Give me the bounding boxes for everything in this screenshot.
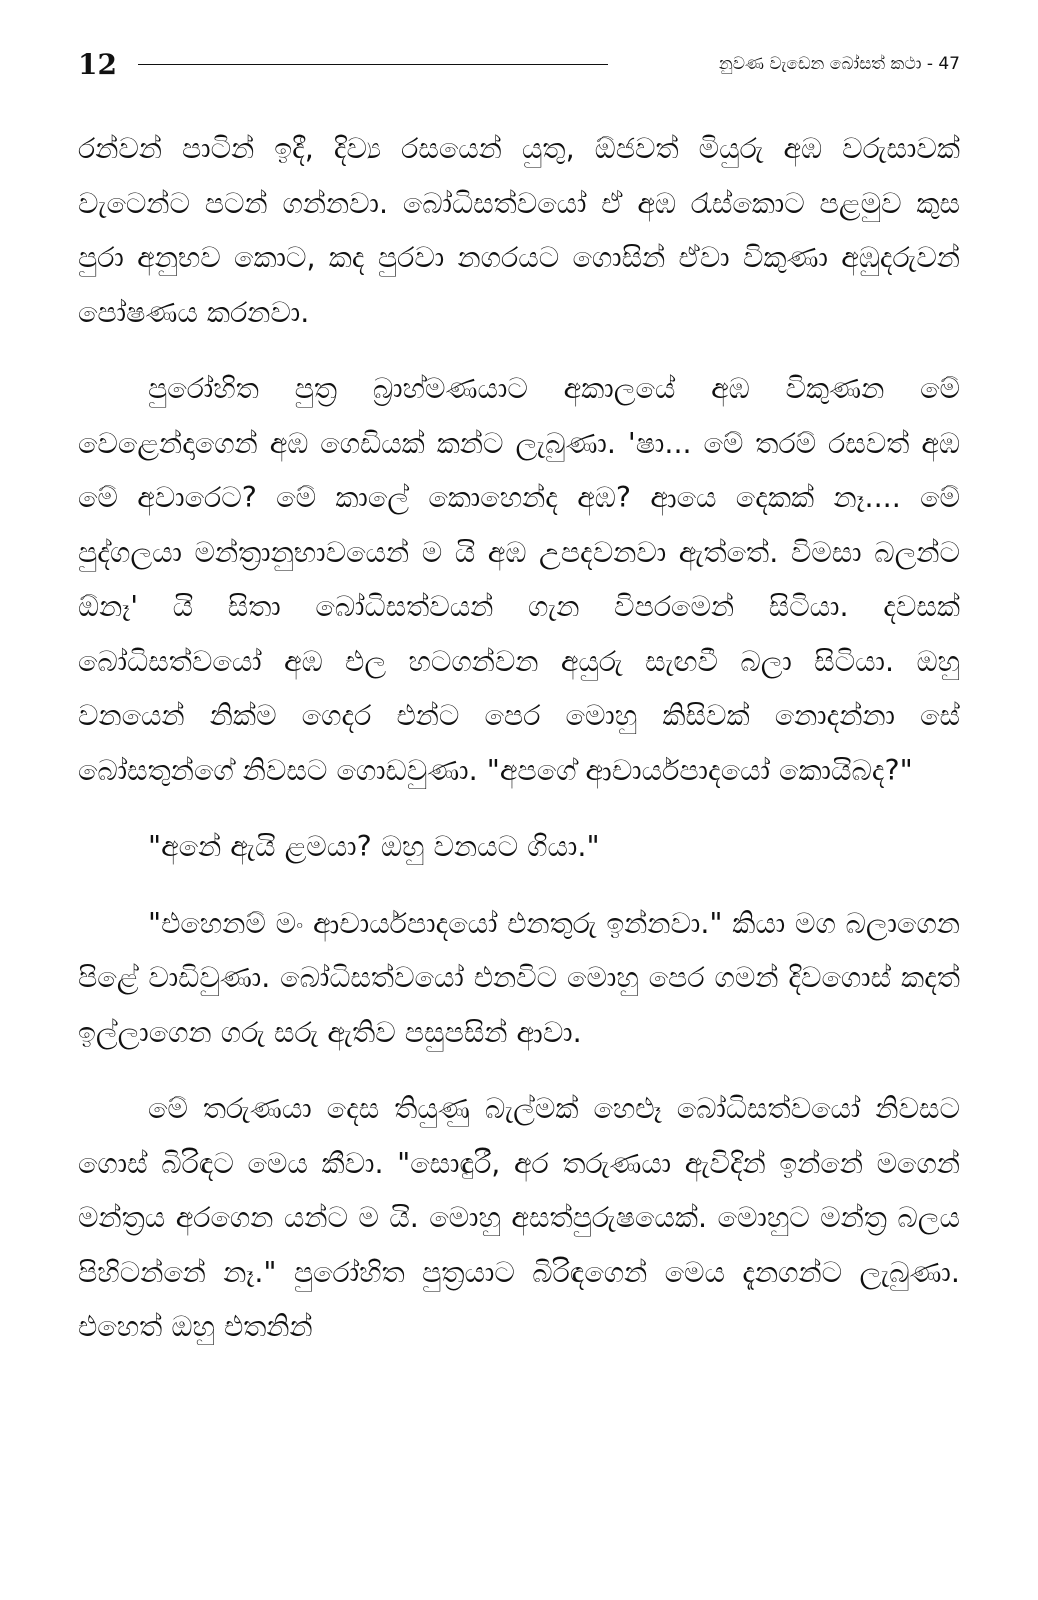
paragraph-2: පුරෝහිත පුත්‍ර බ්‍රාහ්මණයාට අකාලයේ අඹ විකුණන මේ වෙළෙන්දාගෙන් අඹ ගෙඩියක් කන්ට ලැබුණා. 'ෂා... මේ තරම් රසවත් අඹ මේ අවාරෙට? මේ කාලේ කොහෙන්ද අඹ? ආයෙ දෙකක් නෑ.... මේ පුද්ගලයා මන්ත්‍රානුභාවයෙන් ම යි අඹ උපදවනවා ඇත්තේ. විමසා බලන්ට ඕනෑ' යි සිතා බෝධිසත්වයන් ගැන විපරමෙන් සිටියා. දවසක් බෝධිසත්වයෝ අඹ එල හටගන්වන අයුරු සැඟවී බලා සිටියා. ඔහු වනයෙන් නික්ම ගෙදර එන්ට පෙර මොහු කිසිවක් නොදන්නා සේ බෝසතුන්ගේ නිවසට ගොඩවුණා. "අපගේ ආචාර්යපාදයෝ කොයිබද?" bbox=[78, 372, 960, 787]
page-header bbox=[78, 44, 960, 84]
header-rule bbox=[138, 64, 608, 65]
paragraph-1: රන්වන් පාටින් ඉදී, දිව්‍ය රසයෙන් යුතු, ඕජවත් මියුරු අඹ වරුසාවක් වැටෙන්ට පටන් ගන්නවා. බෝධිසත්වයෝ ඒ අඹ රැස්කොට පළමුව කුස පුරා අනුභව කොට, කද පුරවා නගරයට ගොසින් ඒවා විකුණා අඹුදරුවන් පෝෂණය කරනවා. bbox=[78, 132, 960, 329]
page-number: 12 bbox=[78, 47, 117, 81]
page-body bbox=[78, 122, 960, 1355]
running-title: නුවණ වැඩෙන බෝසත් කථා - 47 bbox=[718, 54, 960, 74]
paragraph-4: "එහෙනම් මං ආචාර්යපාදයෝ එනතුරු ඉන්නවා." කියා මග බලාගෙන පිළේ වාඩිවුණා. බෝධිසත්වයෝ එනවිට මොහු පෙර ගමන් දිවගොස් කදත් ඉල්ලාගෙන ගරු සරු ඇතිව පසුපසින් ආවා. bbox=[78, 906, 960, 1049]
paragraph-3: "අනේ ඇයි ළමයා? ඔහු වනයට ගියා." bbox=[148, 830, 600, 863]
paragraph-5: මේ තරුණයා දෙස තියුණු බැල්මක් හෙළූ බෝධිසත්වයෝ නිවසට ගොස් බිරිඳට මෙය කීවා. "සොඳුරී, අර තරුණයා ඇවිදින් ඉන්නේ මගෙන් මන්ත්‍රය අරගෙන යන්ට ම යි. මොහු අසත්පුරුෂයෙක්. මොහුට මන්ත්‍ර බලය පිහිටන්නේ නෑ." පුරෝහිත පුත්‍රයාට බිරිඳගෙන් මෙය දැනගන්ට ලැබුණා. එහෙත් ඔහු එතනින් bbox=[78, 1092, 960, 1343]
